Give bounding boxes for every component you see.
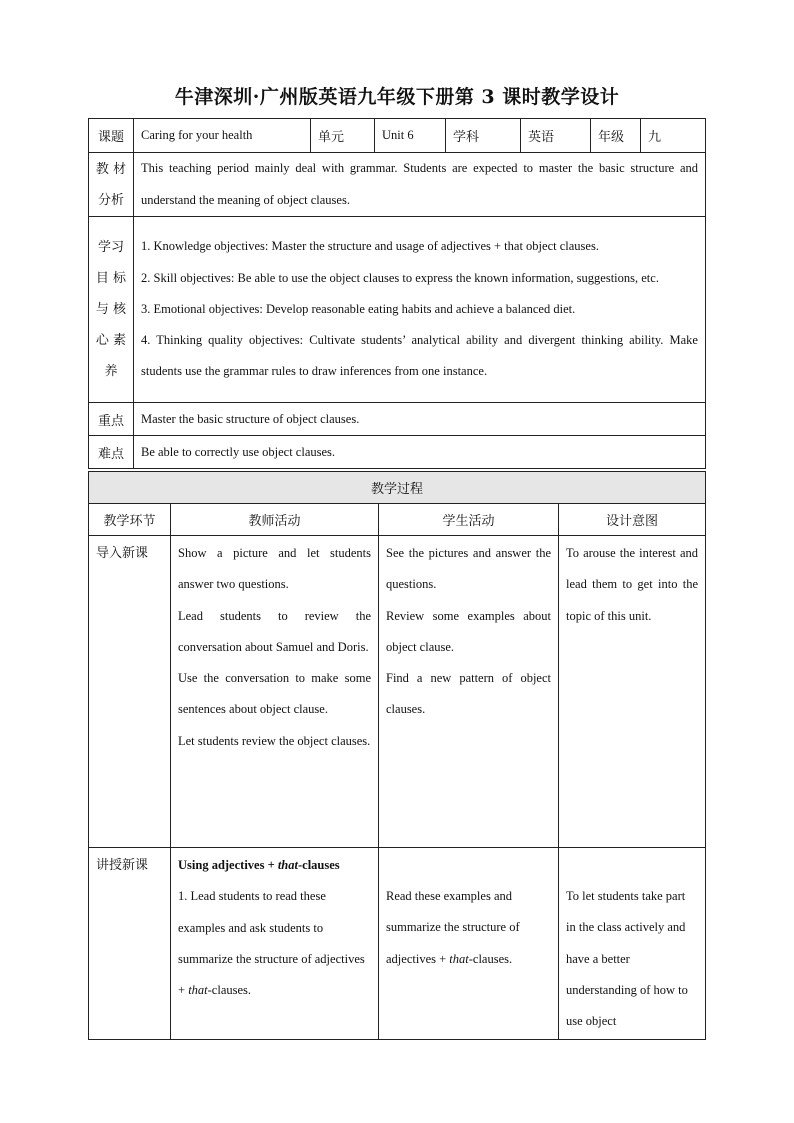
student-activity-intro: See the pictures and answer the questions. Review some examples about object clause. Find a new pattern of object clauses.: [379, 536, 559, 848]
process-table: [88, 471, 706, 1040]
objectives-text: [134, 217, 706, 403]
objective-item: 2. Skill objectives: Be able to use the object clauses to express the known information, suggestions, etc.: [141, 270, 659, 285]
design-intent-intro: To arouse the interest and lead them to get into the topic of this unit.: [559, 536, 706, 848]
process-heading-row: [89, 472, 706, 504]
design-intent-new: To let students take part in the class actively and have a better understanding of how to use object: [559, 848, 706, 1040]
teacher-activity-new: [171, 848, 379, 1040]
unit-label: 单元: [311, 119, 375, 153]
subject-label: 学科: [446, 119, 521, 153]
objectives-row: [89, 217, 706, 403]
objective-item: 4. Thinking quality objectives: Cultivate students’ analytical ability and divergent thinking ability. Make students use the grammar rules to draw inferences from one instance.: [141, 333, 698, 379]
process-heading: 教学过程: [89, 472, 706, 504]
teacher-heading: Using adjectives + that-clauses: [178, 858, 340, 872]
key-point-label: 重点: [89, 403, 134, 436]
key-point-row: [89, 403, 706, 436]
column-intent: 设计意图: [559, 504, 706, 536]
course-value: Caring for your health: [134, 119, 311, 153]
difficult-point-label: 难点: [89, 436, 134, 469]
grade-label: 年级: [591, 119, 641, 153]
column-student: 学生活动: [379, 504, 559, 536]
teacher-activity-intro: Show a picture and let students answer two questions. Lead students to review the conversation about Samuel and Doris. Use the conversation to make some sentences about object clause. Let students review the object clauses.: [171, 536, 379, 848]
analysis-text: This teaching period mainly deal with grammar. Students are expected to master the basic structure and understand the meaning of object clauses.: [134, 153, 706, 217]
document-title: 牛津深圳·广州版英语九年级下册第 3 课时教学设计: [174, 86, 620, 108]
column-teacher: 教师活动: [171, 504, 379, 536]
objective-item: 1. Knowledge objectives: Master the structure and usage of adjectives + that object clauses.: [141, 239, 599, 254]
subject-value: 英语: [521, 119, 591, 153]
analysis-row: [89, 153, 706, 217]
teacher-item: 1. Lead students to read these examples and ask students to summarize the structure of adjectives + that-clauses.: [178, 889, 365, 998]
analysis-label: 教 材 分析: [89, 153, 134, 217]
objective-item: 3. Emotional objectives: Develop reasonable eating habits and achieve a balanced diet.: [141, 301, 576, 316]
student-activity-new: Read these examples and summarize the structure of adjectives + that-clauses.: [379, 848, 559, 1040]
course-label: 课题: [89, 119, 134, 153]
objectives-label: 学习 目 标 与 核 心 素 养: [89, 217, 134, 403]
info-row: [89, 119, 706, 153]
difficult-point-row: [89, 436, 706, 469]
grade-value: 九: [641, 119, 706, 153]
process-row-new: [89, 848, 706, 1040]
key-point-text: Master the basic structure of object clauses.: [134, 403, 706, 436]
difficult-point-text: Be able to correctly use object clauses.: [134, 436, 706, 469]
info-table: [88, 118, 706, 469]
stage-new: 讲授新课: [89, 848, 171, 1040]
stage-intro: 导入新课: [89, 536, 171, 848]
process-columns-row: [89, 504, 706, 536]
process-row-intro: [89, 536, 706, 848]
unit-value: Unit 6: [375, 119, 446, 153]
column-stage: 教学环节: [89, 504, 171, 536]
